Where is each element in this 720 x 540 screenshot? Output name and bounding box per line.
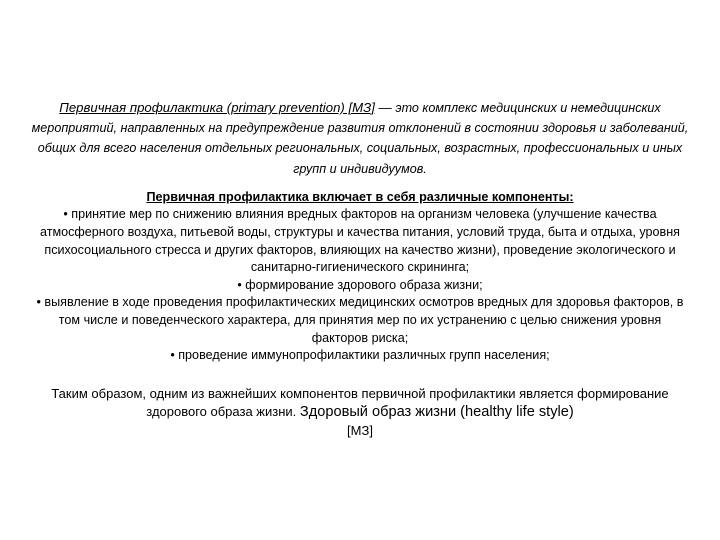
definition-dash: — <box>374 100 396 115</box>
component-item-healthy-lifestyle: • формирование здорового образа жизни; <box>237 277 483 292</box>
definition-paragraph <box>30 98 690 179</box>
conclusion-reference: [МЗ] <box>347 422 373 438</box>
component-item-measures: • принятие мер по снижению влияния вредных факторов на организм человека (улучшение качества атмосферного воздуха, питьевой воды, структуры и качества питания, условий труда, быта и отдыха, уровня психосоциального стресса и других факторов, влияющих на качество жизни), проведение экологического и санитарно-гигиенического скрининга; <box>39 207 681 275</box>
conclusion-paragraph <box>30 385 690 440</box>
component-item-immunoprophylaxis: • проведение иммунопрофилактики различных групп населения; <box>170 348 550 363</box>
components-section <box>30 189 690 365</box>
component-item-risk-detection: • выявление в ходе проведения профилактических медицинских осмотров вредных для здоровья факторов, в том числе и поведенческого характера, для принятия мер по их устранению с целью снижения уровня факторов риска; <box>36 295 684 345</box>
definition-text: это комплекс медицинских и немедицинских мероприятий, направленных на предупреждение развития отклонений в состоянии здоровья и заболеваний, общих для всего населения отдельных региональных, социальных, возрастных, профессиональных и иных групп и индивидуумов. <box>31 101 689 176</box>
slide-content <box>30 98 690 440</box>
healthy-lifestyle-term: Здоровый образ жизни (healthy life style) <box>299 404 574 421</box>
definition-term: Первичная профилактика (primary prevention) [МЗ] <box>59 100 375 115</box>
components-heading: Первичная профилактика включает в себя различные компоненты: <box>146 189 574 204</box>
conclusion-text: Таким образом, одним из важнейших компонентов первичной профилактики является формирование здорового образа жизни. <box>51 385 669 420</box>
